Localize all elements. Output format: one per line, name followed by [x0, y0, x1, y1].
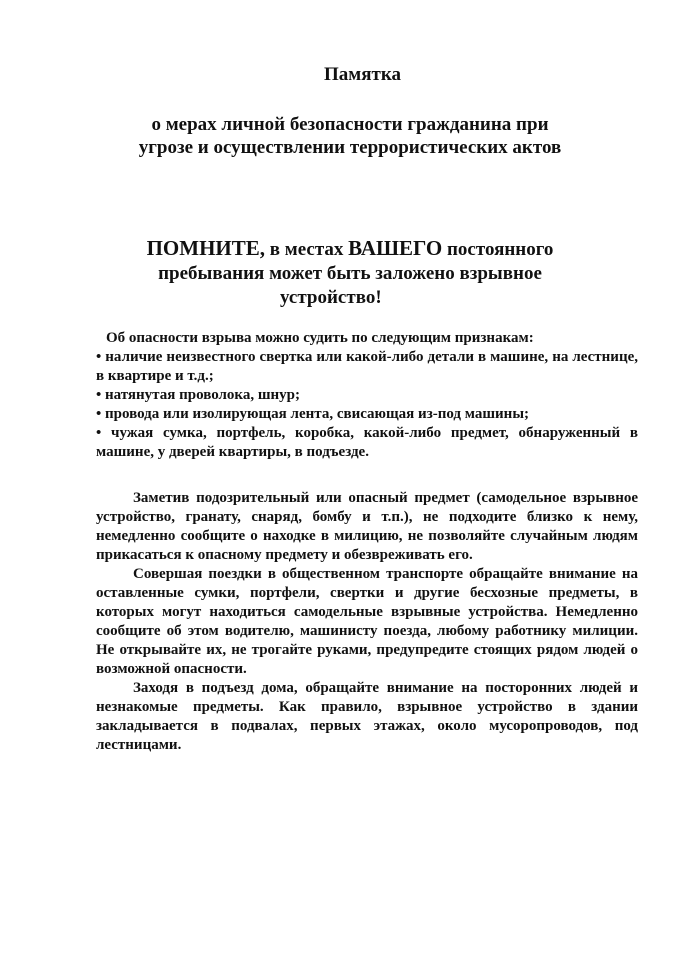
instructions-section — [96, 489, 638, 755]
warning-line-2: пребывания может быть заложено взрывное — [158, 263, 542, 284]
danger-signs-section — [96, 329, 638, 462]
paragraph-suspicious-object: Заметив подозрительный или опасный предмет (самодельное взрывное устройство, гранату, снаряд, бомбу и т.п.), не подходите близко к нему, немедленно сообщите о находке в милицию, не позволяйте случайным людям прикасаться к опасному предмету и обезвреживать его. — [96, 490, 638, 563]
paragraph-public-transport: Совершая поездки в общественном транспорте обращайте внимание на оставленные сумки, портфели, свертки и другие бесхозные предметы, в которых могут находиться самодельные взрывные устройства. Немедленно сообщите об этом водителю, машинисту поезда, любому работнику милиции. Не открывайте их, не трогайте руками, предупредите стоящих рядом людей о возможной опасности. — [96, 566, 638, 677]
warning-line-1 — [130, 236, 570, 262]
sign-item: • провода или изолирующая лента, свисающая из-под машины; — [96, 406, 530, 422]
sign-item: • наличие неизвестного свертка или какой-либо детали в машине, на лестнице, в квартире и т.д.; — [96, 349, 638, 384]
sign-item: • чужая сумка, портфель, коробка, какой-либо предмет, обнаруженный в машине, у дверей квартиры, в подъезде. — [96, 425, 638, 460]
subtitle-line: о мерах личной безопасности гражданина при — [151, 114, 549, 135]
subtitle-line: угрозе и осуществлении террористических актов — [138, 137, 562, 158]
document-subtitle — [130, 113, 570, 159]
warning-notice — [130, 236, 570, 310]
warning-text: постоянного — [442, 239, 554, 260]
warning-line-3: устройство! — [280, 287, 382, 308]
document-title: Памятка — [324, 64, 401, 85]
sign-item: • натянутая проволока, шнур; — [96, 387, 300, 403]
warning-text: в местах — [265, 239, 349, 260]
warning-your: ВАШЕГО — [348, 236, 443, 260]
signs-lead: Об опасности взрыва можно судить по следующим признакам: — [106, 330, 534, 346]
warning-remember: ПОМНИТЕ, — [146, 236, 266, 260]
paragraph-entrance: Заходя в подъезд дома, обращайте внимание на посторонних людей и незнакомые предметы. Как правило, взрывное устройство в здании закладывается в подвалах, первых этажах, около мусоропроводов, под лестницами. — [96, 680, 638, 753]
